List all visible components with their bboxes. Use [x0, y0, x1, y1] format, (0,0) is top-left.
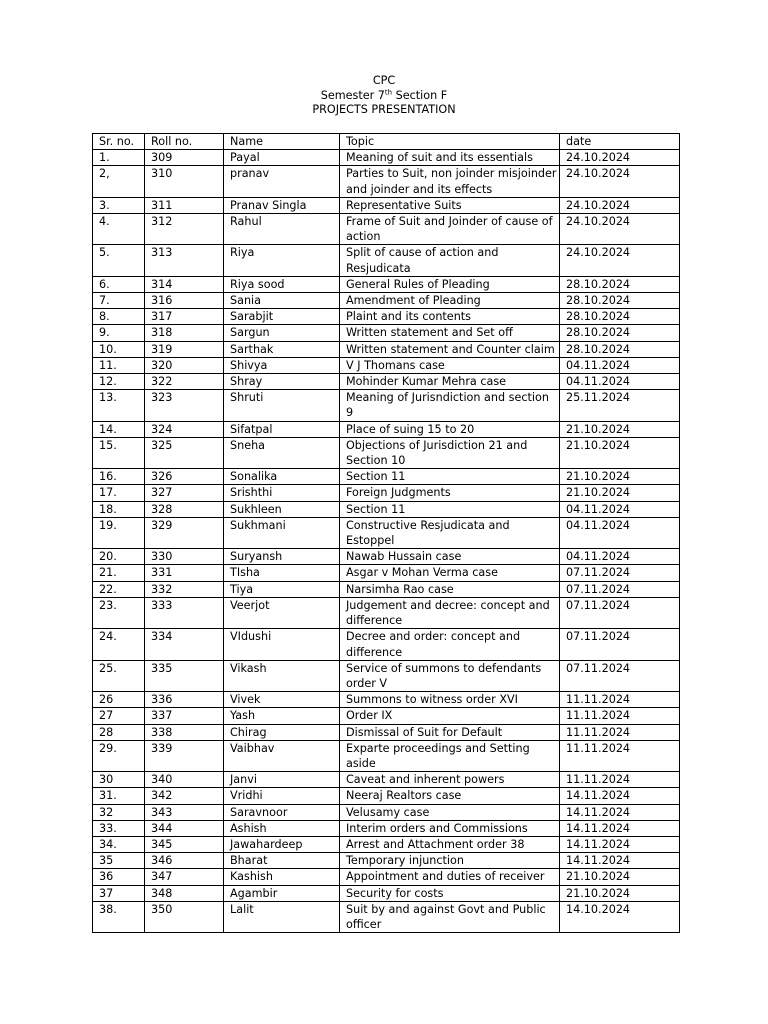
cell-sr-no: 16.: [93, 469, 145, 485]
table-row: [93, 853, 680, 869]
cell-roll-no: 332: [145, 581, 224, 597]
cell-topic: V J Thomans case: [340, 357, 560, 373]
cell-date: 21.10.2024: [560, 869, 680, 885]
cell-name: Chirag: [224, 724, 340, 740]
cell-roll-no: 323: [145, 390, 224, 421]
document-subtitle: PROJECTS PRESENTATION: [312, 103, 456, 116]
cell-roll-no: 344: [145, 820, 224, 836]
cell-name: Riya: [224, 245, 340, 276]
cell-roll-no: 340: [145, 772, 224, 788]
table-row: [93, 772, 680, 788]
cell-name: Sarthak: [224, 341, 340, 357]
cell-topic: Exparte proceedings and Setting aside: [340, 740, 560, 771]
document-heading: [0, 74, 768, 118]
cell-topic: Summons to witness order XVI: [340, 692, 560, 708]
cell-date: 07.11.2024: [560, 629, 680, 660]
course-title: CPC: [372, 74, 396, 87]
cell-date: 11.11.2024: [560, 692, 680, 708]
cell-roll-no: 309: [145, 150, 224, 166]
cell-topic: Appointment and duties of receiver: [340, 869, 560, 885]
table-row: [93, 325, 680, 341]
cell-sr-no: 37: [93, 885, 145, 901]
semester-line: [0, 89, 768, 104]
cell-roll-no: 334: [145, 629, 224, 660]
cell-roll-no: 326: [145, 469, 224, 485]
cell-roll-no: 346: [145, 853, 224, 869]
cell-name: Sargun: [224, 325, 340, 341]
table-row: [93, 166, 680, 197]
cell-date: 28.10.2024: [560, 341, 680, 357]
cell-roll-no: 343: [145, 804, 224, 820]
cell-sr-no: 24.: [93, 629, 145, 660]
cell-topic: Section 11: [340, 469, 560, 485]
cell-sr-no: 7.: [93, 293, 145, 309]
cell-date: 28.10.2024: [560, 309, 680, 325]
table-row: [93, 293, 680, 309]
table-row: [93, 565, 680, 581]
cell-name: TIsha: [224, 565, 340, 581]
cell-name: VIdushi: [224, 629, 340, 660]
cell-sr-no: 15.: [93, 437, 145, 468]
cell-sr-no: 35: [93, 853, 145, 869]
table-row: [93, 437, 680, 468]
cell-date: 21.10.2024: [560, 469, 680, 485]
cell-sr-no: 38.: [93, 901, 145, 932]
cell-topic: Security for costs: [340, 885, 560, 901]
cell-roll-no: 319: [145, 341, 224, 357]
cell-roll-no: 314: [145, 276, 224, 292]
cell-topic: Service of summons to defendants order V: [340, 660, 560, 691]
cell-sr-no: 26: [93, 692, 145, 708]
table-row: [93, 692, 680, 708]
cell-topic: Nawab Hussain case: [340, 549, 560, 565]
cell-topic: Written statement and Set off: [340, 325, 560, 341]
cell-date: 11.11.2024: [560, 708, 680, 724]
table-row: [93, 357, 680, 373]
cell-topic: Judgement and decree: concept and difference: [340, 597, 560, 628]
table-row: [93, 197, 680, 213]
cell-topic: Section 11: [340, 501, 560, 517]
cell-roll-no: 339: [145, 740, 224, 771]
projects-table: [92, 133, 680, 933]
cell-sr-no: 28: [93, 724, 145, 740]
cell-date: 24.10.2024: [560, 245, 680, 276]
cell-roll-no: 335: [145, 660, 224, 691]
table-header: [93, 134, 680, 150]
table-row: [93, 501, 680, 517]
cell-date: 04.11.2024: [560, 517, 680, 548]
cell-date: 21.10.2024: [560, 885, 680, 901]
cell-name: Srishthi: [224, 485, 340, 501]
cell-topic: Parties to Suit, non joinder misjoinder and joinder and its effects: [340, 166, 560, 197]
cell-name: Payal: [224, 150, 340, 166]
table-row: [93, 549, 680, 565]
cell-date: 14.11.2024: [560, 804, 680, 820]
cell-topic: Decree and order: concept and difference: [340, 629, 560, 660]
cell-sr-no: 34.: [93, 836, 145, 852]
cell-topic: Constructive Resjudicata and Estoppel: [340, 517, 560, 548]
cell-date: 14.10.2024: [560, 901, 680, 932]
cell-sr-no: 25.: [93, 660, 145, 691]
header-topic: Topic: [340, 134, 560, 150]
cell-date: 11.11.2024: [560, 740, 680, 771]
table-body: [93, 150, 680, 933]
semester-superscript: th: [384, 87, 393, 96]
cell-date: 21.10.2024: [560, 421, 680, 437]
cell-roll-no: 338: [145, 724, 224, 740]
cell-name: Veerjot: [224, 597, 340, 628]
table-row: [93, 214, 680, 245]
cell-roll-no: 316: [145, 293, 224, 309]
cell-roll-no: 336: [145, 692, 224, 708]
cell-name: Janvi: [224, 772, 340, 788]
cell-name: Sonalika: [224, 469, 340, 485]
cell-roll-no: 333: [145, 597, 224, 628]
cell-name: Sneha: [224, 437, 340, 468]
cell-topic: Split of cause of action and Resjudicata: [340, 245, 560, 276]
table-row: [93, 804, 680, 820]
cell-roll-no: 331: [145, 565, 224, 581]
cell-topic: Frame of Suit and Joinder of cause of action: [340, 214, 560, 245]
cell-name: Rahul: [224, 214, 340, 245]
cell-name: Sukhleen: [224, 501, 340, 517]
cell-date: 24.10.2024: [560, 150, 680, 166]
semester-text: Semester 7: [320, 88, 385, 102]
cell-sr-no: 31.: [93, 788, 145, 804]
cell-roll-no: 350: [145, 901, 224, 932]
cell-date: 24.10.2024: [560, 166, 680, 197]
cell-sr-no: 13.: [93, 390, 145, 421]
header-row: [93, 134, 680, 150]
cell-sr-no: 5.: [93, 245, 145, 276]
cell-name: Sania: [224, 293, 340, 309]
table-row: [93, 469, 680, 485]
table-row: [93, 885, 680, 901]
header-date: date: [560, 134, 680, 150]
cell-sr-no: 9.: [93, 325, 145, 341]
cell-roll-no: 324: [145, 421, 224, 437]
cell-roll-no: 348: [145, 885, 224, 901]
cell-sr-no: 30: [93, 772, 145, 788]
cell-date: 04.11.2024: [560, 549, 680, 565]
cell-name: Shruti: [224, 390, 340, 421]
table-row: [93, 245, 680, 276]
cell-roll-no: 325: [145, 437, 224, 468]
cell-topic: Order IX: [340, 708, 560, 724]
header-roll-no: Roll no.: [145, 134, 224, 150]
table-row: [93, 724, 680, 740]
cell-date: 24.10.2024: [560, 197, 680, 213]
cell-name: Bharat: [224, 853, 340, 869]
cell-name: Vridhi: [224, 788, 340, 804]
cell-topic: Arrest and Attachment order 38: [340, 836, 560, 852]
cell-topic: Objections of Jurisdiction 21 and Section 10: [340, 437, 560, 468]
cell-roll-no: 322: [145, 374, 224, 390]
table-row: [93, 421, 680, 437]
cell-name: Lalit: [224, 901, 340, 932]
cell-date: 07.11.2024: [560, 660, 680, 691]
cell-name: Jawahardeep: [224, 836, 340, 852]
cell-topic: Dismissal of Suit for Default: [340, 724, 560, 740]
cell-date: 28.10.2024: [560, 276, 680, 292]
cell-roll-no: 313: [145, 245, 224, 276]
cell-topic: General Rules of Pleading: [340, 276, 560, 292]
cell-name: Vikash: [224, 660, 340, 691]
table-row: [93, 517, 680, 548]
cell-roll-no: 312: [145, 214, 224, 245]
cell-date: 21.10.2024: [560, 485, 680, 501]
table-row: [93, 581, 680, 597]
cell-name: Kashish: [224, 869, 340, 885]
cell-sr-no: 27: [93, 708, 145, 724]
cell-date: 07.11.2024: [560, 565, 680, 581]
cell-date: 14.11.2024: [560, 836, 680, 852]
cell-roll-no: 310: [145, 166, 224, 197]
cell-topic: Representative Suits: [340, 197, 560, 213]
cell-sr-no: 23.: [93, 597, 145, 628]
cell-date: 28.10.2024: [560, 325, 680, 341]
header-name: Name: [224, 134, 340, 150]
table-row: [93, 374, 680, 390]
table-row: [93, 485, 680, 501]
cell-topic: Amendment of Pleading: [340, 293, 560, 309]
cell-name: Riya sood: [224, 276, 340, 292]
cell-date: 25.11.2024: [560, 390, 680, 421]
table-row: [93, 150, 680, 166]
header-sr-no: Sr. no.: [93, 134, 145, 150]
cell-topic: Velusamy case: [340, 804, 560, 820]
cell-name: Sukhmani: [224, 517, 340, 548]
cell-topic: Neeraj Realtors case: [340, 788, 560, 804]
cell-name: Suryansh: [224, 549, 340, 565]
cell-date: 11.11.2024: [560, 724, 680, 740]
cell-sr-no: 10.: [93, 341, 145, 357]
cell-sr-no: 8.: [93, 309, 145, 325]
table-row: [93, 788, 680, 804]
cell-roll-no: 311: [145, 197, 224, 213]
table-row: [93, 390, 680, 421]
cell-date: 04.11.2024: [560, 501, 680, 517]
cell-sr-no: 36: [93, 869, 145, 885]
cell-topic: Narsimha Rao case: [340, 581, 560, 597]
cell-name: Yash: [224, 708, 340, 724]
cell-sr-no: 20.: [93, 549, 145, 565]
cell-name: Ashish: [224, 820, 340, 836]
cell-roll-no: 342: [145, 788, 224, 804]
cell-roll-no: 329: [145, 517, 224, 548]
table-row: [93, 740, 680, 771]
cell-date: 28.10.2024: [560, 293, 680, 309]
table-row: [93, 629, 680, 660]
cell-roll-no: 327: [145, 485, 224, 501]
cell-sr-no: 19.: [93, 517, 145, 548]
table-row: [93, 597, 680, 628]
cell-topic: Meaning of Jurisndiction and section 9: [340, 390, 560, 421]
cell-topic: Plaint and its contents: [340, 309, 560, 325]
cell-date: 24.10.2024: [560, 214, 680, 245]
cell-roll-no: 337: [145, 708, 224, 724]
table-row: [93, 660, 680, 691]
cell-name: Shivya: [224, 357, 340, 373]
cell-date: 14.11.2024: [560, 853, 680, 869]
cell-sr-no: 21.: [93, 565, 145, 581]
cell-name: Tiya: [224, 581, 340, 597]
cell-roll-no: 317: [145, 309, 224, 325]
table-row: [93, 869, 680, 885]
cell-roll-no: 320: [145, 357, 224, 373]
cell-topic: Place of suing 15 to 20: [340, 421, 560, 437]
cell-sr-no: 11.: [93, 357, 145, 373]
section-text: Section F: [392, 88, 448, 102]
cell-name: Saravnoor: [224, 804, 340, 820]
cell-topic: Foreign Judgments: [340, 485, 560, 501]
cell-topic: Asgar v Mohan Verma case: [340, 565, 560, 581]
cell-topic: Written statement and Counter claim: [340, 341, 560, 357]
cell-sr-no: 6.: [93, 276, 145, 292]
cell-name: Agambir: [224, 885, 340, 901]
table-row: [93, 901, 680, 932]
table-row: [93, 341, 680, 357]
table-row: [93, 309, 680, 325]
cell-topic: Caveat and inherent powers: [340, 772, 560, 788]
cell-topic: Meaning of suit and its essentials: [340, 150, 560, 166]
cell-roll-no: 330: [145, 549, 224, 565]
cell-sr-no: 12.: [93, 374, 145, 390]
cell-sr-no: 3.: [93, 197, 145, 213]
cell-roll-no: 328: [145, 501, 224, 517]
cell-topic: Temporary injunction: [340, 853, 560, 869]
cell-roll-no: 318: [145, 325, 224, 341]
cell-sr-no: 29.: [93, 740, 145, 771]
cell-sr-no: 17.: [93, 485, 145, 501]
table-row: [93, 708, 680, 724]
cell-topic: Suit by and against Govt and Public officer: [340, 901, 560, 932]
cell-date: 07.11.2024: [560, 597, 680, 628]
table-row: [93, 276, 680, 292]
cell-name: Sarabjit: [224, 309, 340, 325]
cell-date: 07.11.2024: [560, 581, 680, 597]
cell-name: Sifatpal: [224, 421, 340, 437]
cell-name: Vivek: [224, 692, 340, 708]
cell-sr-no: 32: [93, 804, 145, 820]
cell-sr-no: 4.: [93, 214, 145, 245]
cell-date: 11.11.2024: [560, 772, 680, 788]
cell-name: Vaibhav: [224, 740, 340, 771]
cell-name: pranav: [224, 166, 340, 197]
cell-sr-no: 14.: [93, 421, 145, 437]
cell-sr-no: 18.: [93, 501, 145, 517]
cell-date: 04.11.2024: [560, 357, 680, 373]
cell-roll-no: 345: [145, 836, 224, 852]
cell-sr-no: 1.: [93, 150, 145, 166]
cell-date: 04.11.2024: [560, 374, 680, 390]
cell-sr-no: 33.: [93, 820, 145, 836]
cell-topic: Interim orders and Commissions: [340, 820, 560, 836]
cell-date: 21.10.2024: [560, 437, 680, 468]
cell-date: 14.11.2024: [560, 820, 680, 836]
table-row: [93, 820, 680, 836]
cell-topic: Mohinder Kumar Mehra case: [340, 374, 560, 390]
cell-sr-no: 2,: [93, 166, 145, 197]
cell-date: 14.11.2024: [560, 788, 680, 804]
cell-roll-no: 347: [145, 869, 224, 885]
table-row: [93, 836, 680, 852]
cell-sr-no: 22.: [93, 581, 145, 597]
cell-name: Shray: [224, 374, 340, 390]
cell-name: Pranav Singla: [224, 197, 340, 213]
